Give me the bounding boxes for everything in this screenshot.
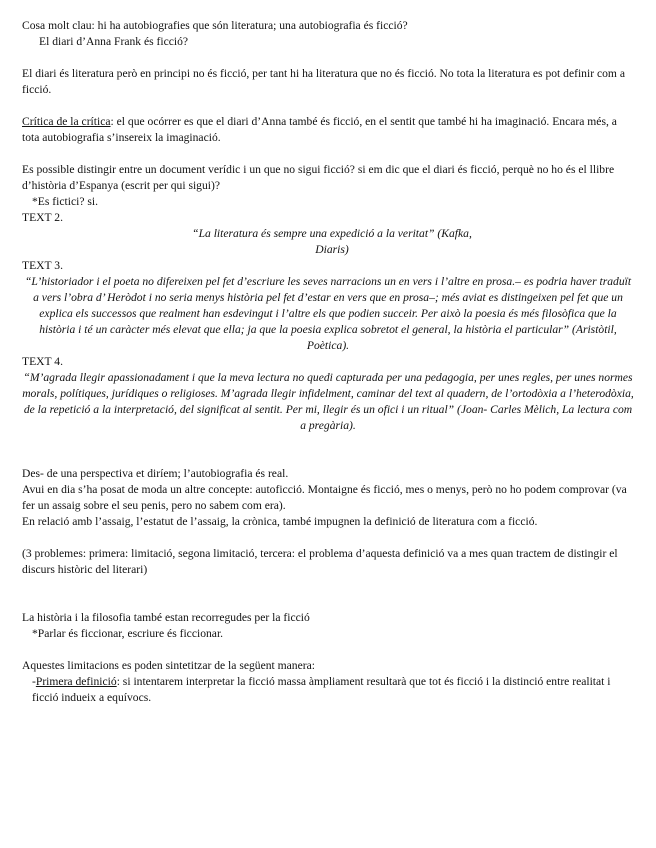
- paragraph-document-note: *Es fictici? si.: [32, 195, 99, 208]
- document-page: [22, 18, 634, 706]
- paragraph-question: Cosa molt clau: hi ha autobiografies que són literatura; una autobiografia és ficció?: [22, 19, 408, 32]
- text3-heading: TEXT 3.: [22, 259, 64, 272]
- paragraph-critique: [22, 114, 634, 146]
- paragraph-limitations: Aquestes limitacions es poden sintetitzar de la següent manera:: [22, 659, 315, 672]
- bullet-dash: -: [32, 675, 36, 688]
- paragraph-first-definition: [22, 674, 634, 706]
- paragraph-essay: En relació amb l’assaig, l’estatut de l’assaig, la crònica, també impugnen la definició de literatura com a ficció.: [22, 515, 538, 528]
- first-definition-text: : si intentarem interpretar la ficció massa àmpliament resultarà que tot és ficció i la distinció entre realitat i ficció indueix a equívocs.: [32, 675, 611, 704]
- paragraph-autofiction: Avui en dia s’ha posat de moda un altre concepte: autoficció. Montaigne és ficció, mes o menys, però no ho podem comprovar (va fer un assaig sobre el seu penis, pero no sabem com era).: [22, 483, 627, 512]
- text2-heading: TEXT 2.: [22, 211, 64, 224]
- critique-text: : el que ocórrer es que el diari d’Anna també és ficció, en el sentit que també hi ha imaginació. Encara més, a tota autobiografia s’insereix la imaginació.: [22, 115, 617, 144]
- paragraph-diary: El diari és literatura però en principi no és ficció, per tant hi ha literatura que no és ficció. No tota la literatura es pot definir com a ficció.: [22, 67, 625, 96]
- paragraph-question-sub: El diari d’Anna Frank és ficció?: [39, 35, 189, 48]
- first-definition-label: Primera definició: [35, 675, 117, 688]
- paragraph-document: Es possible distingir entre un document verídic i un que no sigui ficció? si em dic que el diari és ficció, perquè no ho és el llibre d’història d’Espanya (escrit per qui sigui)?: [22, 163, 615, 192]
- paragraph-perspective: Des- de una perspectiva et diríem; l’autobiografia és real.: [22, 467, 289, 480]
- critique-label: Crítica de la crítica: [22, 115, 111, 128]
- text4-heading: TEXT 4.: [22, 355, 64, 368]
- text3-quote: “L’historiador i el poeta no difereixen pel fet d’escriure les seves narracions un en vers i l’altre en prosa.– es podria haver traduït a vers l’obra d’ Heròdot i no seria menys història pel fet d’estar en vers que en prosa–; més aviat es distingeixen pel fet que un explica els successos que realment han esdevingut i l’altre els que podien succeir. Per això la poesia és més filosòfica que la història i té un caràcter més elevat que ella; ja que la poesia explica sobretot el general, la història el particular” (Aristòtil, Poètica).: [24, 275, 632, 352]
- text2-quote: “La literatura és sempre una expedició a la veritat” (Kafka, Diaris): [192, 227, 472, 256]
- text4-quote: “M’agrada llegir apassionadament i que la meva lectura no quedi capturada per una pedagogia, per unes regles, per unes normes morals, polítiques, jurídiques o religioses. M’agrada llegir infidelment, caminar del text al quadern, de l’ortodòxia a l’heterodòxia, de la repetició a la interpretació, del significat al sentit. Per mi, llegir és un ofici i un ritual” (Joan- Carles Mèlich, La lectura com a pregària).: [22, 371, 634, 432]
- paragraph-problems: (3 problemes: primera: limitació, segona limitació, tercera: el problema d’aquesta definició va a mes quan tractem de distingir el discurs històric del literari): [22, 547, 618, 576]
- paragraph-history-note: *Parlar és ficcionar, escriure és ficcionar.: [32, 627, 224, 640]
- paragraph-history: La història i la filosofia també estan recorregudes per la ficció: [22, 611, 310, 624]
